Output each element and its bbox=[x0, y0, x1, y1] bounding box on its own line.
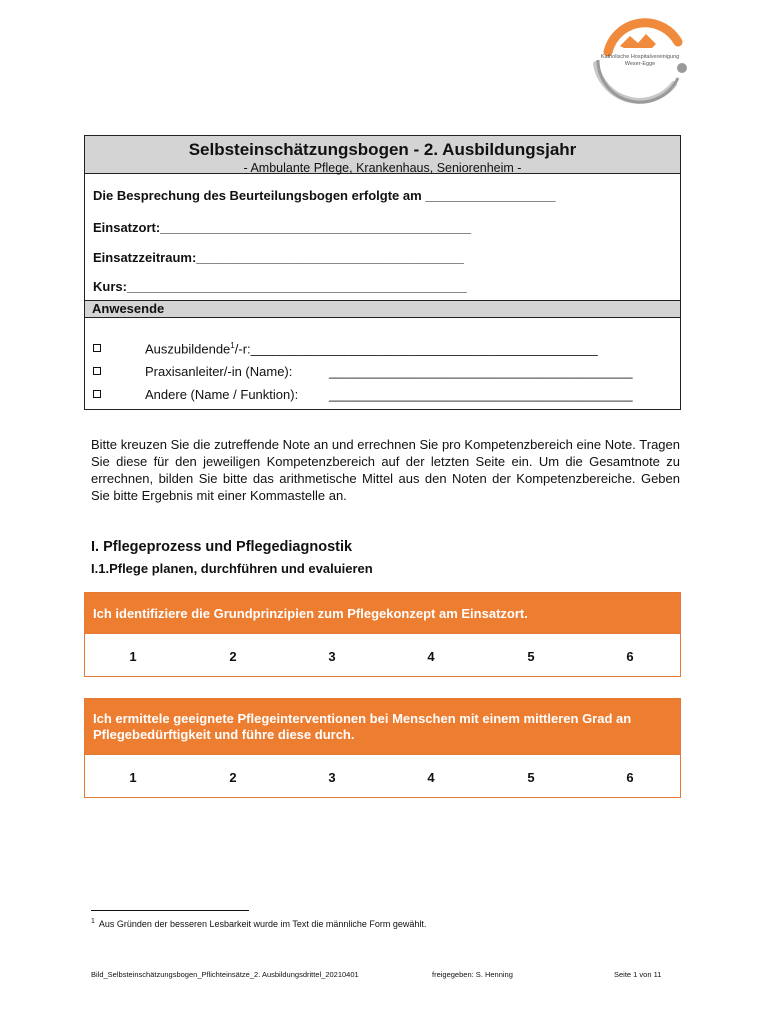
rating-options-2 bbox=[85, 755, 680, 797]
participant-line-instructor[interactable]: __________________________________________ bbox=[329, 364, 633, 379]
einsatzort-field[interactable]: Einsatzort:___________________________________________ bbox=[93, 220, 472, 235]
participant-line-other[interactable]: __________________________________________ bbox=[329, 387, 633, 402]
grade-option[interactable]: 2 bbox=[229, 770, 237, 785]
footer-page-number: Seite 1 von 11 bbox=[614, 970, 662, 979]
footnote-marker: 1 bbox=[91, 918, 95, 925]
footnote-rule bbox=[91, 910, 249, 911]
grade-option[interactable]: 5 bbox=[527, 649, 535, 664]
participant-label-instructor: Praxisanleiter/-in (Name): bbox=[145, 364, 293, 379]
grade-option[interactable]: 4 bbox=[427, 649, 435, 664]
section-heading: I. Pflegeprozess und Pflegediagnostik bbox=[91, 539, 353, 555]
grade-option[interactable]: 4 bbox=[427, 770, 435, 785]
anwesende-bar: Anwesende bbox=[85, 300, 680, 318]
rating-statement-2: Ich ermittele geeignete Pflegeinterventionen bei Menschen mit einem mittleren Grad an Pflegebedürftigkeit und führe diese durch. bbox=[85, 699, 680, 755]
participant-label-trainee: Auszubildende$^1$/-r:________________________________________________ bbox=[145, 341, 598, 357]
participant-line-trainee[interactable]: ________________________________________________ bbox=[250, 341, 598, 357]
footer-filename: Bild_Selbsteinschätzungsbogen_Pflichteinsätze_2. Ausbildungsdrittel_20210401 bbox=[91, 970, 359, 979]
participant-checkbox-trainee[interactable] bbox=[93, 344, 101, 352]
besprechung-field[interactable]: Die Besprechung des Beurteilungsbogen erfolgte am __________________ bbox=[93, 188, 556, 203]
footnote bbox=[91, 918, 426, 929]
organization-logo bbox=[582, 12, 694, 106]
rating-statement-1: Ich identifiziere die Grundprinzipien zum Pflegekonzept am Einsatzort. bbox=[85, 593, 680, 634]
grade-option[interactable]: 6 bbox=[626, 649, 634, 664]
grade-option[interactable]: 6 bbox=[626, 770, 634, 785]
instructions-paragraph: Bitte kreuzen Sie die zutreffende Note an und errechnen Sie pro Kompetenzbereich eine Note. Tragen Sie diese für den jeweiligen Kompetenzbereich auf der letzten Seite ein. Um die Gesamtnote zu errechnen, bilden Sie bitte das arithmetische Mittel aus den Noten der Kompetenzbereiche. Geben Sie bitte Ergebnis mit einer Kommastelle an. bbox=[91, 437, 680, 503]
grade-option[interactable]: 2 bbox=[229, 649, 237, 664]
grade-option[interactable]: 1 bbox=[129, 770, 137, 785]
footnote-text: Aus Gründen der besseren Lesbarkeit wurde im Text die männliche Form gewählt. bbox=[98, 919, 427, 929]
logo-org-line1: Katholische Hospitalvereinigung bbox=[600, 54, 680, 60]
rating-table-2 bbox=[84, 698, 681, 798]
participant-checkbox-other[interactable] bbox=[93, 390, 101, 398]
kurs-field[interactable]: Kurs:_______________________________________________ bbox=[93, 279, 467, 294]
grade-option[interactable]: 5 bbox=[527, 770, 535, 785]
grade-option[interactable]: 1 bbox=[129, 649, 137, 664]
einsatzzeitraum-field[interactable]: Einsatzzeitraum:_____________________________________ bbox=[93, 250, 464, 265]
header-form bbox=[84, 135, 681, 410]
title-bar bbox=[85, 136, 680, 174]
grade-option[interactable]: 3 bbox=[328, 649, 336, 664]
participant-checkbox-instructor[interactable] bbox=[93, 367, 101, 375]
rating-options-1 bbox=[85, 634, 680, 676]
subsection-heading: I.1.Pflege planen, durchführen und evaluieren bbox=[91, 561, 373, 576]
participant-label-other: Andere (Name / Funktion): bbox=[145, 387, 299, 402]
document-title: Selbsteinschätzungsbogen - 2. Ausbildungsjahr bbox=[188, 140, 577, 159]
footer-approved: freigegeben: S. Henning bbox=[432, 970, 513, 979]
logo-org-line2: Weser-Egge bbox=[624, 61, 656, 67]
document-subtitle: - Ambulante Pflege, Krankenhaus, Seniorenheim - bbox=[243, 161, 522, 175]
grade-option[interactable]: 3 bbox=[328, 770, 336, 785]
rating-table-1 bbox=[84, 592, 681, 677]
